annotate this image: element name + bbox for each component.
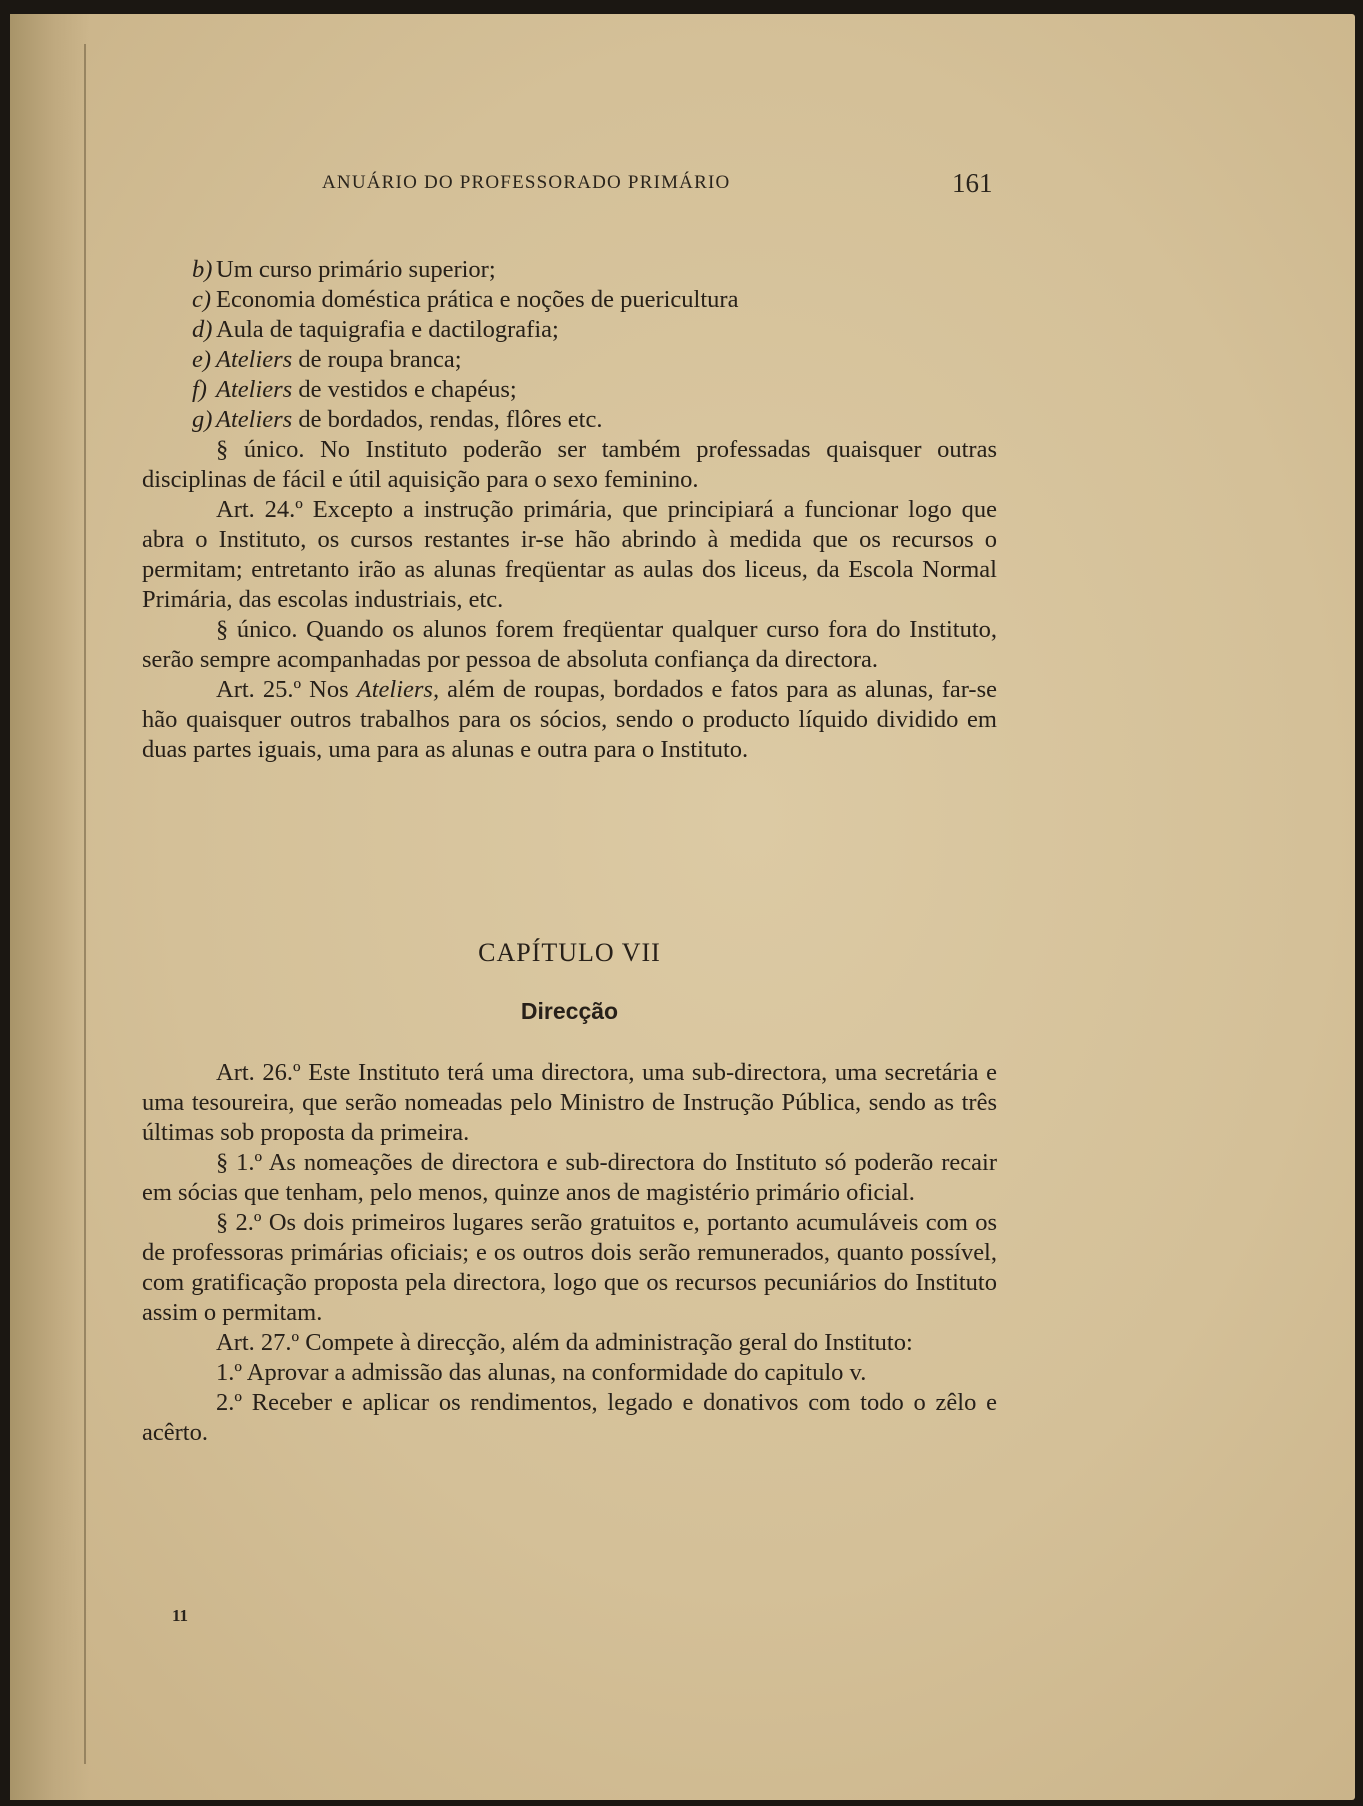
- list-text: de vestidos e chapéus;: [292, 376, 517, 403]
- paragraph-par-2: § 2.º Os dois primeiros lugares serão gratuitos e, portanto acumuláveis com os de professoras primárias oficiais; e os outros dois serão remunerados, quanto possível, com gratificação proposta pela directora, logo que os recursos pecuniários do Instituto assim o permitam.: [142, 1209, 997, 1326]
- list-text: Aula de taquigrafia e dactilografia;: [216, 316, 559, 343]
- art-25-end: além de roupas, bordados e fatos para as alunas, far-se hão quaisquer outros trabalhos para os sócios, sendo o producto líquido dividido em duas partes iguais, uma para as alunas e outra para o Instituto.: [142, 676, 998, 763]
- list-label: c): [192, 286, 212, 313]
- chapter-title: CAPÍTULO VII: [478, 938, 661, 967]
- paragraph-art-27: Art. 27.º Compete à direcção, além da administração geral do Instituto:: [216, 1329, 913, 1356]
- list-item: [142, 285, 997, 315]
- paragraph-par-1: § 1.º As nomeações de directora e sub-directora do Instituto só poderão recair em sócias que tenham, pelo menos, quinze anos de magistério primário oficial.: [142, 1149, 997, 1206]
- body-text-top: [142, 255, 997, 765]
- list-item: [142, 375, 997, 405]
- list-item: [142, 315, 997, 345]
- list-text: de bordados, rendas, flôres etc.: [292, 406, 603, 433]
- list-item: [142, 405, 997, 435]
- list-italic: Ateliers: [216, 406, 293, 433]
- list-label: d): [192, 316, 213, 343]
- running-title: ANUÁRIO DO PROFESSORADO PRIMÁRIO: [322, 172, 731, 193]
- body-text-bottom: [142, 1058, 997, 1448]
- paragraph-unico-2: § único. Quando os alunos forem freqüentar qualquer curso fora do Instituto, serão sempre acompanhadas por pessoa de absoluta confiança da directora.: [142, 616, 997, 673]
- list-label: f): [192, 376, 207, 403]
- binding-edge: [84, 44, 86, 1764]
- list-text: de roupa branca;: [292, 346, 462, 373]
- running-header: [0, 168, 1363, 202]
- paragraph-art-26: Art. 26.º Este Instituto terá uma directora, uma sub-directora, uma secretária e uma tesoureira, que serão nomeadas pelo Ministro de Instrução Pública, sendo as três últimas sob proposta da primeira.: [142, 1059, 997, 1146]
- art-25-start: Art. 25.º Nos: [216, 676, 357, 703]
- paragraph-unico-1: § único. No Instituto poderão ser também professadas quaisquer outras disciplinas de fácil e útil aquisição para o sexo feminino.: [142, 436, 997, 493]
- list-item: [142, 255, 997, 285]
- page-number: 161: [952, 168, 993, 198]
- paragraph-art-25: [142, 675, 997, 765]
- paragraph-art-24: Art. 24.º Excepto a instrução primária, que principiará a funcionar logo que abra o Instituto, os cursos restantes ir-se hão abrindo à medida que os recursos o permitam; entretanto irão as alunas freqüentar as aulas dos liceus, da Escola Normal Primária, das escolas industriais, etc.: [142, 496, 997, 613]
- section-title: Direcção: [520, 998, 619, 1024]
- list-text: Economia doméstica prática e noções de puericultura: [216, 286, 739, 313]
- spine-shadow: [10, 14, 90, 1800]
- list-text: Um curso primário superior;: [216, 256, 496, 283]
- paragraph-item-1: 1.º Aprovar a admissão das alunas, na conformidade do capitulo v.: [216, 1359, 867, 1386]
- list-item: [142, 345, 997, 375]
- list-italic: Ateliers: [216, 376, 293, 403]
- signature-mark: 11: [172, 1606, 189, 1625]
- list-label: e): [192, 346, 212, 373]
- paragraph-item-2: 2.º Receber e aplicar os rendimentos, legado e donativos com todo o zêlo e acêrto.: [142, 1389, 997, 1446]
- art-25-italic: Ateliers,: [356, 676, 440, 703]
- list-italic: Ateliers: [216, 346, 293, 373]
- list-label: b): [192, 256, 213, 283]
- list-label: g): [192, 406, 213, 433]
